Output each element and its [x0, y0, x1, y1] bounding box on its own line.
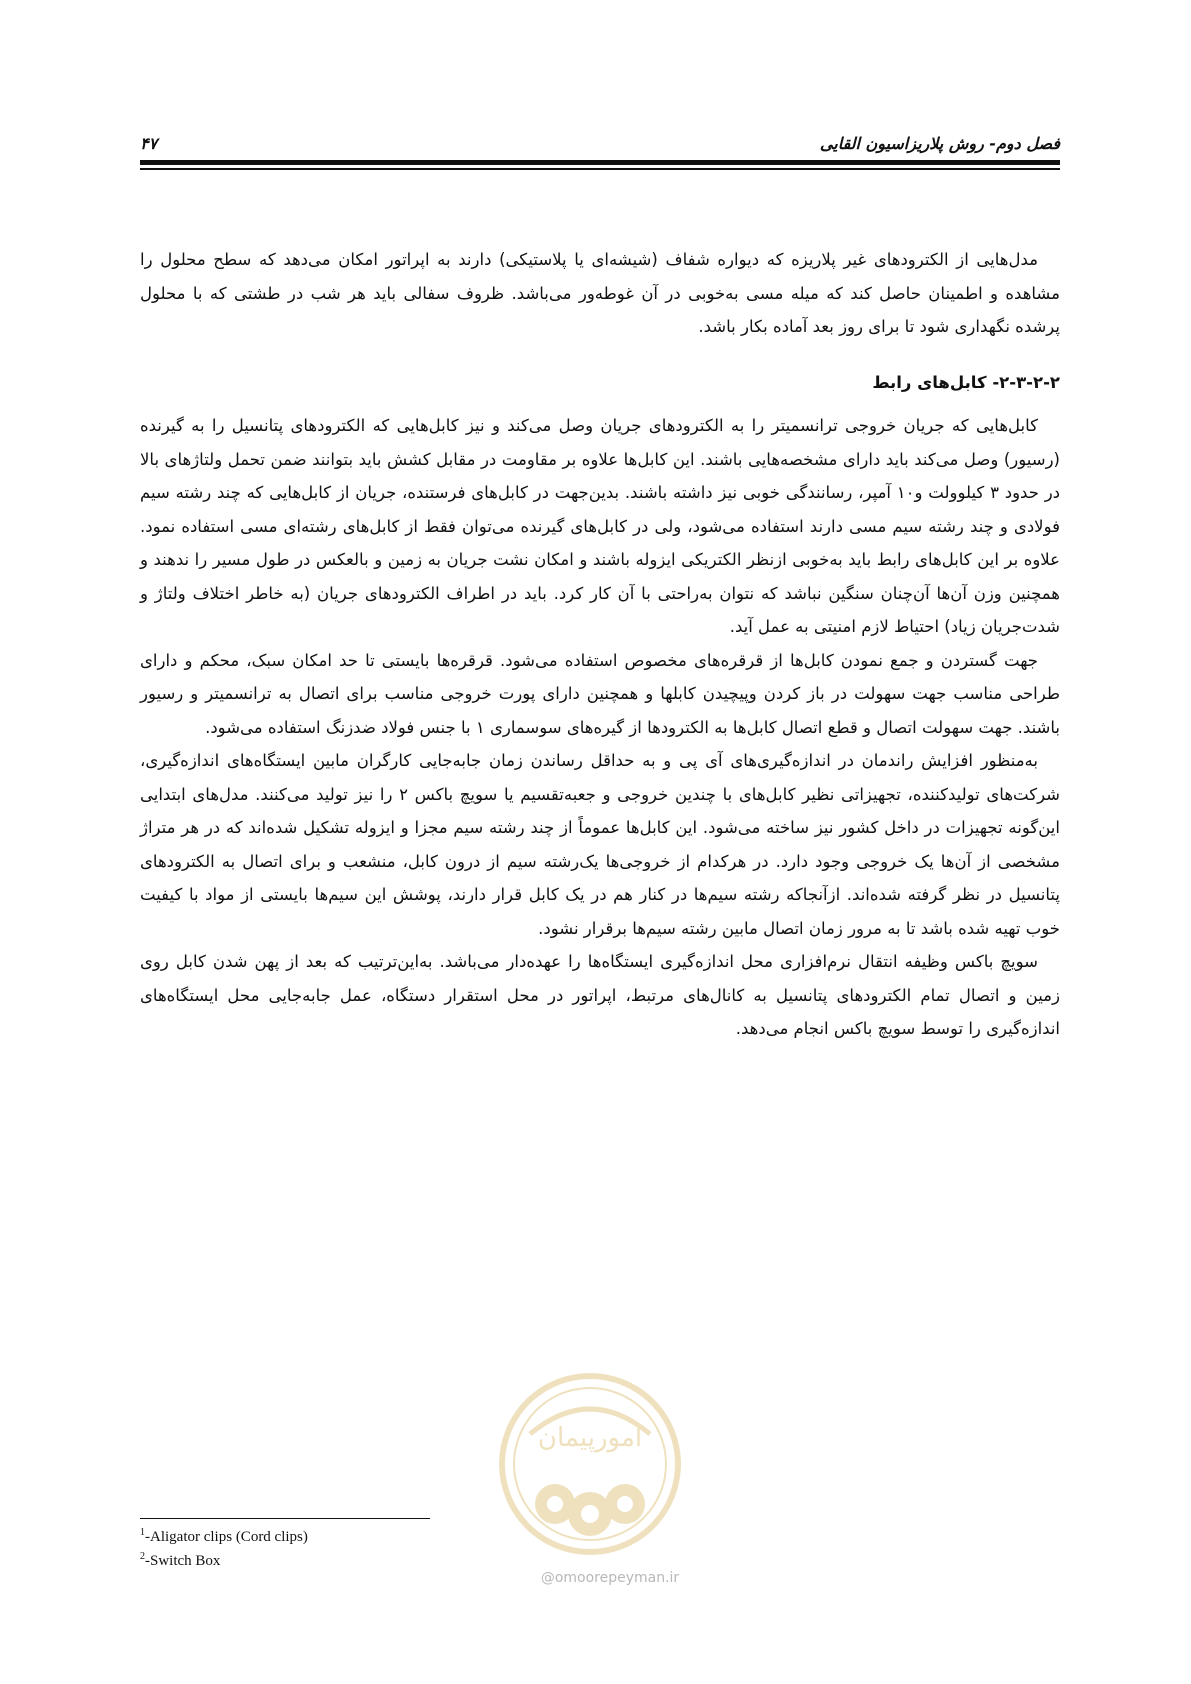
- header-rule-thick: [140, 160, 1060, 165]
- paragraph: به‌منظور افزایش راندمان در اندازه‌گیری‌های آی پی و به حداقل رساندن زمان جابه‌جایی کارگران مابین ایستگاه‌های اندازه‌گیری، شرکت‌های تولیدکننده، تجهیزاتی نظیر کابل‌های با چندین خروجی و جعبه‌تقسیم یا سویچ باکس ۲ را نیز تولید می‌کنند. مدل‌های ابتدایی این‌گونه تجهیزات در داخل کشور نیز ساخته می‌شود. این کابل‌ها عموماً از چند رشته سیم مجزا و ایزوله تشکیل شده‌اند که در هر متراژ مشخصی از آن‌ها یک خروجی وجود دارد. در هرکدام از خروجی‌ها یک‌رشته سیم از درون کابل، منشعب و برای اتصال به الکترودهای پتانسیل در نظر گرفته شده‌اند. ازآنجاکه رشته سیم‌ها در کنار هم در یک کابل قرار دارند، پوشش این سیم‌ها بایستی از مواد با کیفیت خوب تهیه شده باشد تا به مرور زمان اتصال مابین رشته سیم‌ها برقرار نشود.: [140, 751, 1061, 938]
- footnote-item: [140, 1523, 640, 1547]
- watermark-url: @omoorepeyman.ir: [540, 1570, 680, 1586]
- section-heading: ۲-۳-۲-۲- کابل‌های رابط: [872, 372, 1060, 392]
- footnotes: [140, 1523, 640, 1571]
- paragraph: سویچ باکس وظیفه انتقال نرم‌افزاری محل اندازه‌گیری ایستگاه‌ها را عهده‌دار می‌باشد. به‌این‌ترتیب که بعد از پهن شدن کابل روی زمین و اتصال تمام الکترودهای پتانسیل به کانال‌های مرتبط، اپراتور در محل استقرار دستگاه، عمل جابه‌جایی محل ایستگاه‌های اندازه‌گیری را توسط سویچ باکس انجام می‌دهد.: [140, 952, 1060, 1038]
- paragraph: کابل‌هایی که جریان خروجی ترانسمیتر را به الکترودهای جریان وصل می‌کند و نیز کابل‌هایی که الکترودهای پتانسیل را به گیرنده (رسیور) وصل می‌کند باید دارای مشخصه‌هایی باشند. این کابل‌ها علاوه بر مقاومت در مقابل کشش باید بتوانند ضمن تحمل ولتاژهای بالا در حدود ۳ کیلوولت و۱۰ آمپر، رسانندگی خوبی نیز داشته باشند. بدین‌جهت در کابل‌های فرستنده، جریان از کابل‌هایی که چند رشته سیم فولادی و چند رشته سیم مسی دارند استفاده می‌شود، ولی در کابل‌های گیرنده می‌توان فقط از کابل‌های رشته‌ای مسی استفاده نمود. علاوه بر این کابل‌های رابط باید به‌خوبی ازنظر الکتریکی ایزوله باشند و امکان نشت جریان به زمین و بالعکس در طول مسیر را ندهند و همچنین وزن آن‌ها آن‌چنان سنگین نباشد که نتوان به‌راحتی با آن کار کرد. باید در اطراف الکترودهای جریان (به خاطر اختلاف ولتاژ و شدت‌جریان زیاد) احتیاط لازم امنیتی به عمل آید.: [140, 416, 1061, 636]
- body-text: [140, 243, 1060, 1046]
- footnote-text: -Aligator clips (Cord clips): [145, 1529, 308, 1545]
- footnote-number: 1: [140, 1527, 145, 1538]
- paragraph: مدل‌هایی از الکترودهای غیر پلاریزه که دیواره شفاف (شیشه‌ای یا پلاستیکی) دارند به اپراتور امکان می‌دهد که سطح محلول را مشاهده و اطمینان حاصل کند که میله مسی به‌خوبی در آن غوطه‌ور می‌باشد. ظروف سفالی باید هر شب در طشتی که با محلول پرشده نگهداری شود تا برای روز بعد آماده بکار باشد.: [140, 250, 1060, 336]
- footnote-text: -Switch Box: [145, 1553, 221, 1569]
- chapter-title: فصل دوم- روش پلاریزاسیون القایی: [819, 133, 1060, 153]
- footnote-rule: [140, 1518, 430, 1519]
- header-rule-thin: [140, 168, 1060, 170]
- page-number: ۴۷: [140, 133, 158, 153]
- footnote-number: 2: [140, 1551, 145, 1562]
- svg-text:امورپیمان: امورپیمان: [537, 1423, 643, 1453]
- footnote-item: [140, 1547, 640, 1571]
- page-header: [140, 128, 1060, 158]
- paragraph: جهت گستردن و جمع نمودن کابل‌ها از قرقره‌های مخصوص استفاده می‌شود. قرقره‌ها بایستی تا حد امکان سبک، محکم و دارای طراحی مناسب جهت سهولت در باز کردن وپیچیدن کابلها و همچنین دارای پورت خروجی مناسب برای اتصال به ترانسمیتر و رسیور باشند. جهت سهولت اتصال و قطع اتصال کابل‌ها به الکترودها از گیره‌های سوسماری ۱ با جنس فولاد ضدزنگ استفاده می‌شود.: [140, 650, 1060, 737]
